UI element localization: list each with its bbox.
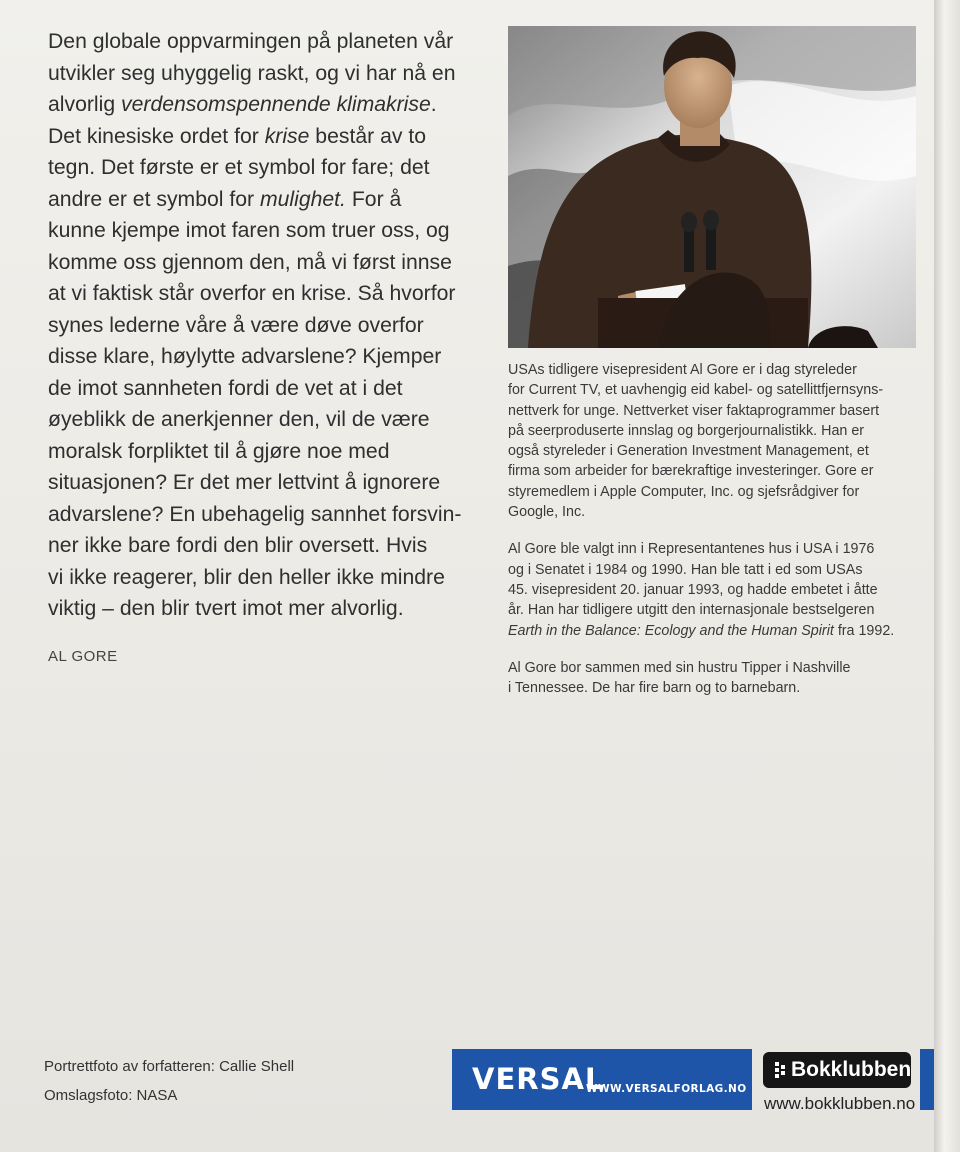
text-segment: ner ikke bare fordi den blir oversett. Hvis [48,534,428,557]
quote-line [48,467,488,499]
quote-line [48,184,488,216]
bio-paragraph [508,360,928,522]
publisher-logo-banner [452,1049,752,1110]
text-segment: situasjonen? Er det mer lettvint å ignorere [48,471,441,494]
quote-line [48,530,488,562]
bio-line [508,401,928,421]
bookclub-website: www.bokklubben.no [764,1094,916,1113]
quote-line [48,310,488,342]
text-segment: andre er et symbol for [48,187,260,211]
quote-attribution: AL GORE [48,648,118,665]
quote-line [48,278,488,310]
author-quote [48,26,488,625]
text-segment: firma som arbeider for bærekraftige investeringer. Gore er [508,463,874,480]
bio-line [508,461,928,481]
quote-line [48,436,488,468]
bio-line [508,482,928,502]
quote-line [48,152,488,184]
quote-line [48,373,488,405]
text-segment: også styreleder i Generation Investment Management, et [508,443,869,460]
text-segment: disse klare, høylytte advarslene? Kjemper [48,345,442,368]
bio-line [508,441,928,461]
text-segment: Al Gore bor sammen med sin hustru Tipper i Nashville [508,659,851,676]
bookclub-logo-icon [775,1062,789,1083]
bio-paragraph [508,539,928,640]
bio-line [508,502,928,522]
text-segment: USAs tidligere visepresident Al Gore er i dag styreleder [508,362,857,378]
author-biography [508,360,928,715]
bio-line [508,658,928,678]
portrait-photo-credit: Portrettfoto av forfatteren: Callie Shell [44,1058,295,1075]
text-segment: de imot sannheten fordi de vet at i det [48,376,403,400]
text-segment: advarslene? En ubehagelig sannhet forsvin- [48,502,462,526]
text-segment: . [430,93,437,116]
bio-paragraph [508,658,928,699]
author-portrait-photo [508,26,916,348]
text-segment: moralsk forpliktet til å gjøre noe med [48,439,390,463]
text-segment: vi ikke reagerer, blir den heller ikke mindre [48,565,445,589]
text-segment: i Tennessee. De har fire barn og to barnebarn. [508,680,801,697]
bio-line [508,580,928,600]
bookclub-name: Bokklubben [791,1058,912,1081]
text-segment: viktig – den blir tvert imot mer alvorlig. [48,597,404,620]
text-segment: komme oss gjennom den, må vi først innse [48,250,452,274]
text-segment: kunne kjempe imot faren som truer oss, og [48,219,450,242]
text-segment: Earth in the Balance: Ecology and the Human Spirit [508,622,834,639]
text-segment: Google, Inc. [508,504,586,521]
text-segment: består av to [309,124,427,148]
text-segment: og i Senatet i 1984 og 1990. Han ble tatt i ed som USAs [508,561,863,578]
text-segment: Al Gore ble valgt inn i Representantenes hus i USA i 1976 [508,541,875,558]
text-segment: synes lederne våre å være døve overfor [48,313,424,337]
cover-photo-credit: Omslagsfoto: NASA [44,1087,178,1104]
quote-line [48,215,488,247]
quote-line [48,247,488,279]
quote-line [48,404,488,436]
bio-line [508,621,928,641]
text-segment: mulighet. [259,187,346,211]
quote-line [48,121,488,153]
book-spine-edge [934,0,960,1152]
text-segment: for Current TV, et uavhengig eid kabel- og satellittfjernsyns- [508,382,884,399]
text-segment: fra 1992. [833,622,895,639]
text-segment: Den globale oppvarmingen på planeten vår [48,30,454,53]
quote-line [48,341,488,373]
bio-line [508,678,928,698]
text-segment: øyeblikk de anerkjenner den, vil de være [48,408,430,431]
bookclub-logo [763,1052,911,1088]
photo-credits [44,1052,294,1110]
text-segment: krise [264,124,310,148]
bio-line [508,421,928,441]
text-segment: alvorlig [48,93,122,116]
text-segment: Det kinesiske ordet for [48,124,265,148]
text-segment: For å [345,187,402,211]
publisher-name: VERSAL [472,1062,605,1096]
text-segment: nettverk for unge. Nettverket viser faktaprogrammer basert [508,402,880,419]
text-segment: verdensomspennende klimakrise [121,93,431,116]
text-segment: år. Han har tidligere utgitt den internasjonale bestselgeren [508,602,875,619]
text-segment: 45. visepresident 20. januar 1993, og hadde embetet i åtte [508,581,878,598]
text-segment: at vi faktisk står overfor en krise. Så hvorfor [48,282,456,305]
quote-line [48,499,488,531]
text-segment: utvikler seg uhyggelig raskt, og vi har nå en [48,61,456,85]
publisher-website: WWW.VERSALFORLAG.NO [586,1083,747,1095]
bio-line [508,600,928,620]
bio-line [508,360,928,380]
text-segment: på seerproduserte innslag og borgerjournalistikk. Han er [508,422,865,439]
quote-line [48,58,488,90]
bio-line [508,539,928,559]
bio-line [508,560,928,580]
text-segment: styremedlem i Apple Computer, Inc. og sjefsrådgiver for [508,483,860,500]
quote-line [48,89,488,121]
bio-line [508,380,928,400]
quote-line [48,593,488,625]
quote-line [48,562,488,594]
quote-line [48,26,488,58]
text-segment: tegn. Det første er et symbol for fare; det [48,156,430,179]
